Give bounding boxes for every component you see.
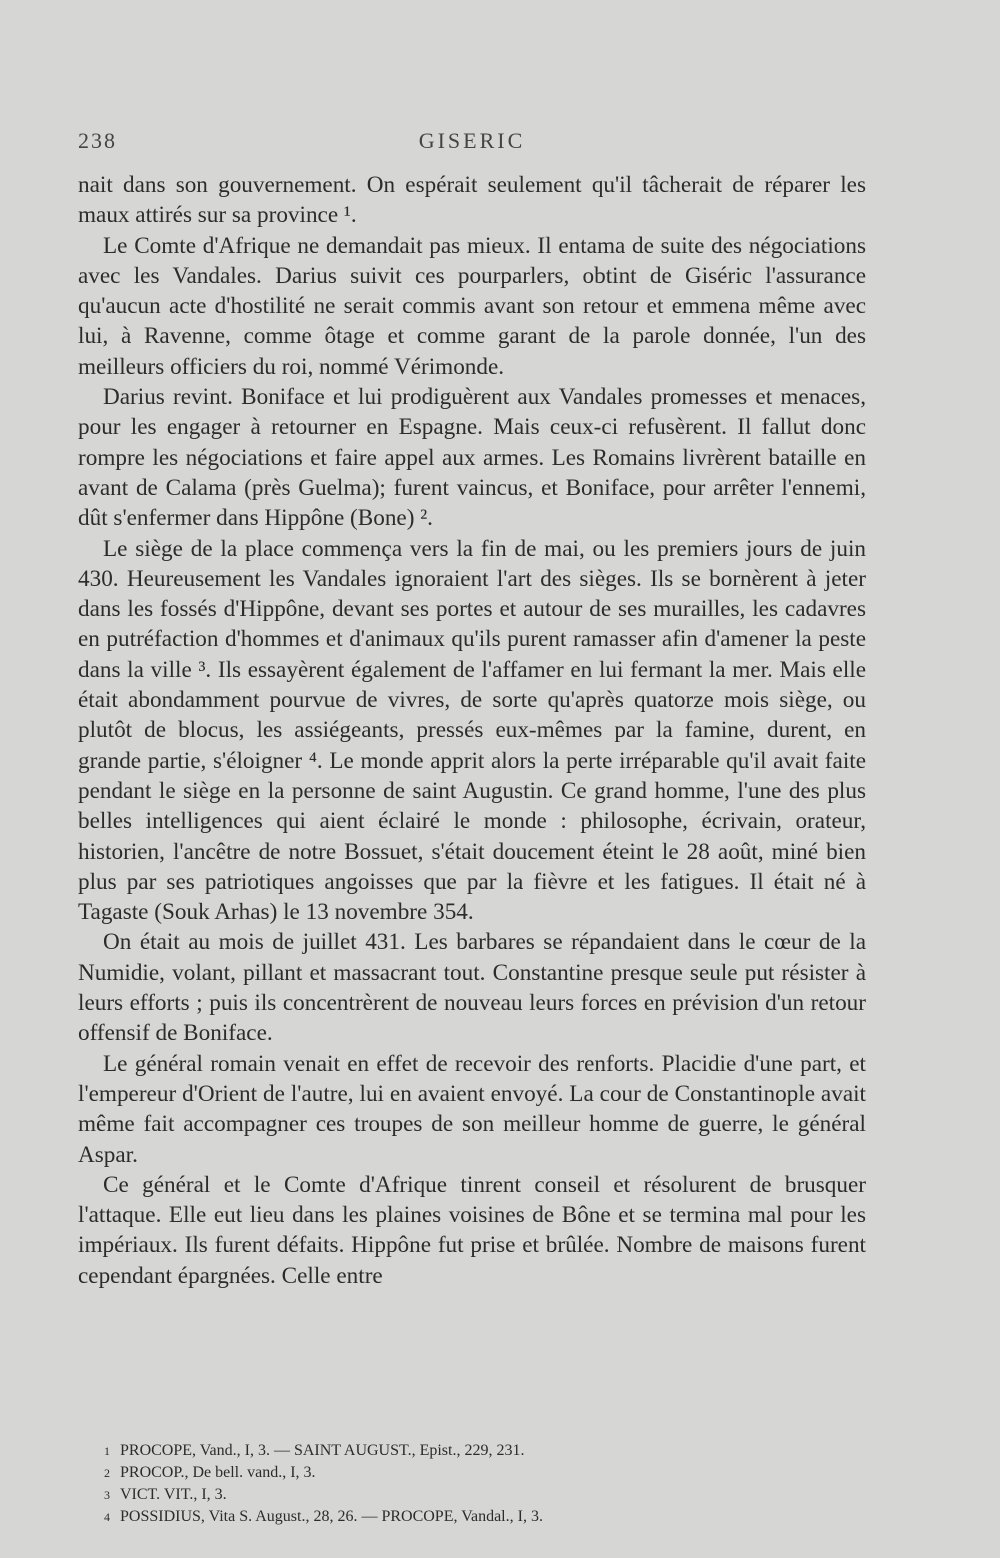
footnote-text: PROCOPE, Vand., I, 3. — SAINT AUGUST., Epist., 229, 231. <box>120 1442 525 1459</box>
page-number: 238 <box>78 128 117 153</box>
footnote-mark: 4 <box>104 1510 110 1524</box>
footnote <box>104 1506 804 1528</box>
paragraph: Ce général et le Comte d'Afrique tinrent conseil et résolurent de brusquer l'attaque. Elle eut lieu dans les plaines voisines de Bône et se termina mal pour les impériaux. Ils furent défaits. Hippône fut prise et brûlée. Nombre de maisons furent cependant épargnées. Celle entre <box>78 1171 866 1289</box>
paragraph: Le général romain venait en effet de recevoir des renforts. Placidie d'une part, et l'empereur d'Orient de l'autre, lui en avaient envoyé. La cour de Constantinople avait même fait accompagner ces troupes de son meilleur homme de guerre, le général Aspar. <box>78 1050 866 1168</box>
main-text <box>78 170 866 1291</box>
footnote-mark: 3 <box>104 1488 110 1502</box>
footnote <box>104 1440 804 1462</box>
footnote <box>104 1462 804 1484</box>
paragraph: Le Comte d'Afrique ne demandait pas mieux. Il entama de suite des négociations avec les Vandales. Darius suivit ces pourparlers, obtint de Giséric l'assurance qu'aucun acte d'hostilité ne serait commis avant son retour et emmena même avec lui, à Ravenne, comme ôtage et comme garant de la parole donnée, l'un des meilleurs officiers du roi, nommé Vérimonde. <box>78 232 866 380</box>
footnote-text: PROCOP., De bell. vand., I, 3. <box>120 1464 316 1481</box>
footnote-mark: 2 <box>104 1466 110 1480</box>
paragraph: nait dans son gouvernement. On espérait seulement qu'il tâcherait de réparer les maux attirés sur sa province ¹. <box>78 172 866 229</box>
footnote-mark: 1 <box>104 1444 110 1458</box>
footnote-text: POSSIDIUS, Vita S. August., 28, 26. — PROCOPE, Vandal., I, 3. <box>120 1508 543 1525</box>
footnote <box>104 1484 804 1506</box>
paragraph: On était au mois de juillet 431. Les barbares se répandaient dans le cœur de la Numidie, volant, pillant et massacrant tout. Constantine presque seule put résister à leurs efforts ; puis ils concentrèrent de nouveau leurs forces en prévision d'un retour offensif de Boniface. <box>78 929 866 1047</box>
paragraph: Le siège de la place commença vers la fin de mai, ou les premiers jours de juin 430. Heureusement les Vandales ignoraient l'art des sièges. Ils se bornèrent à jeter dans les fossés d'Hippône, devant ses portes et autour de ses murailles, les cadavres en putréfaction d'hommes et d'animaux qu'ils purent ramasser afin d'amener la peste dans la ville ³. Ils essayèrent également de l'affamer en lui fermant la mer. Mais elle était abondamment pourvue de vivres, de sorte qu'après quatorze mois siège, ou plutôt de blocus, les assiégeants, pressés eux-mêmes par la famine, durent, en grande partie, s'éloigner ⁴. Le monde apprit alors la perte irréparable qu'il avait faite pendant le siège en la personne de saint Augustin. Ce grand homme, l'une des plus belles intelligences qui aient éclairé le monde : philosophe, écrivain, orateur, historien, l'ancêtre de notre Bossuet, s'était doucement éteint le 28 août, miné bien plus par ses patriotiques angoisses que par la fièvre et les fatigues. Il était né à Tagaste (Souk Arhas) le 13 novembre 354. <box>78 535 866 926</box>
paragraph: Darius revint. Boniface et lui prodiguèrent aux Vandales promesses et menaces, pour les engager à retourner en Espagne. Mais ceux-ci refusèrent. Il fallut donc rompre les négociations et faire appel aux armes. Les Romains livrèrent bataille en avant de Calama (près Guelma); furent vaincus, et Boniface, pour arrêter l'ennemi, dût s'enfermer dans Hippône (Bone) ². <box>78 384 866 532</box>
footnote-text: VICT. VIT., I, 3. <box>120 1486 227 1503</box>
running-title: GISERIC <box>418 128 526 153</box>
footnotes <box>104 1440 804 1528</box>
